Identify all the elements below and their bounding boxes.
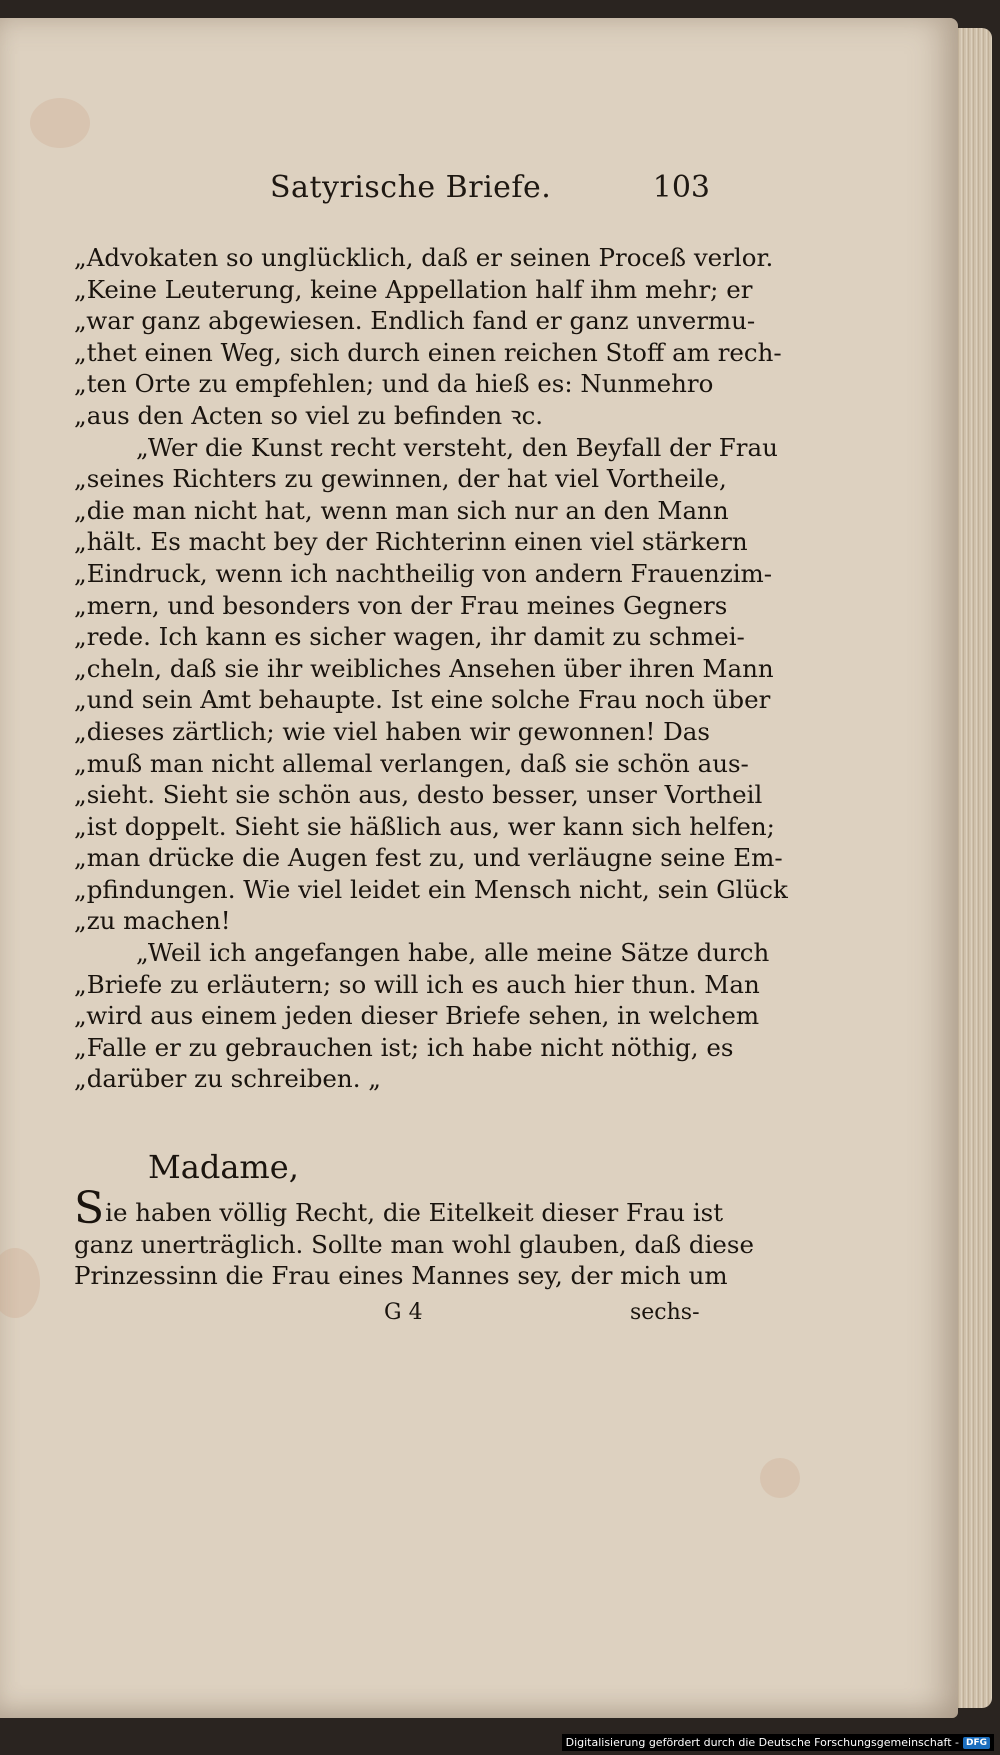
text-line: „seines Richters zu gewinnen, der hat viel Vortheile, [74,464,727,494]
text-line: „darüber zu schreiben. „ [74,1064,381,1094]
text-line: „thet einen Weg, sich durch einen reichen Stoff am rech- [74,337,782,367]
text-line: „hält. Es macht bey der Richterinn einen viel stärkern [74,527,748,557]
text-line: „muß man nicht allemal verlangen, daß sie schön aus- [74,748,749,778]
text-line: „ist doppelt. Sieht sie häßlich aus, wer kann sich helfen; [74,811,775,841]
text-line: Prinzessinn die Frau eines Mannes sey, der mich um [74,1261,728,1291]
foxing-stain [760,1458,800,1498]
text-line: „aus den Acten so viel zu befinden ꝛc. [74,400,544,430]
page-number: 103 [652,170,710,205]
foxing-stain [30,98,90,148]
text-line: „mern, und besonders von der Frau meines Gegners [74,590,728,620]
text-line: „Falle er zu gebrauchen ist; ich habe nicht nöthig, es [74,1032,734,1062]
body-text [74,242,788,1095]
dfg-logo: DFG [963,1737,990,1749]
text-line: „Briefe zu erläutern; so will ich es auch hier thun. Man [74,969,760,999]
text-line: „wird aus einem jeden dieser Briefe sehen, in welchem [74,1001,760,1031]
text-line: „und sein Amt behaupte. Ist eine solche Frau noch über [74,685,771,715]
text-line: „sieht. Sieht sie schön aus, desto besser, unser Vortheil [74,780,763,810]
text-line [74,1183,724,1234]
text-line: „zu machen! [74,906,231,936]
text-line: „dieses zärtlich; wie viel haben wir gewonnen! Das [74,716,710,746]
page-header [270,170,710,210]
text-line: „Wer die Kunst recht versteht, den Beyfall der Frau [136,432,778,462]
text-line: „Advokaten so unglücklich, daß er seinen Proceß verlor. [74,243,774,272]
funding-credit [562,1734,994,1751]
text-line: „man drücke die Augen fest zu, und verläugne seine Em- [74,843,783,873]
letter-salutation: Madame, [148,1148,299,1186]
foxing-stain [0,1248,40,1318]
text-line: „Keine Leuterung, keine Appellation half ihm mehr; er [74,274,753,304]
catchword: sechs- [630,1300,700,1325]
funding-credit-text: Digitalisierung gefördert durch die Deutsche Forschungsgemeinschaft - [565,1736,959,1749]
text-line: „ten Orte zu empfehlen; und da hieß es: Nunmehro [74,369,714,399]
text-line: „war ganz abgewiesen. Endlich fand er ganz unvermu- [74,306,756,336]
text-line-rest: ie haben völlig Recht, die Eitelkeit dieser Frau ist [105,1198,724,1227]
text-line: „Weil ich angefangen habe, alle meine Sätze durch [136,938,770,968]
drop-cap: S [74,1183,105,1234]
text-line: „Eindruck, wenn ich nachtheilig von andern Frauenzim- [74,558,773,588]
text-line: „rede. Ich kann es sicher wagen, ihr damit zu schmei- [74,622,745,652]
text-line: „die man nicht hat, wenn man sich nur an den Mann [74,495,729,525]
text-line: „cheln, daß sie ihr weibliches Ansehen über ihren Mann [74,653,774,683]
signature-mark: G 4 [384,1300,423,1325]
text-line: „pfindungen. Wie viel leidet ein Mensch nicht, sein Glück [74,874,788,904]
letter-text [74,1183,754,1291]
footer-bar [0,1723,1000,1755]
running-title: Satyrische Briefe. [270,170,552,205]
text-line: ganz unerträglich. Sollte man wohl glauben, daß diese [74,1229,754,1259]
